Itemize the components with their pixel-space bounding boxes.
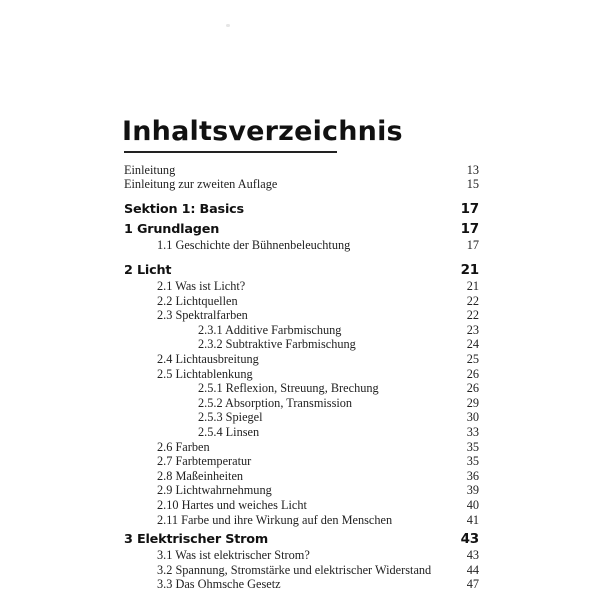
- toc-entry[interactable]: [124, 279, 479, 293]
- toc-heading-page: 17: [460, 201, 479, 217]
- toc-entry-page: 39: [466, 483, 479, 498]
- toc-entry-page: 35: [466, 454, 479, 469]
- toc-entry[interactable]: [124, 548, 479, 562]
- toc-entry-label: 2.6 Farben: [157, 439, 210, 454]
- toc-entry-page: 30: [466, 410, 479, 425]
- toc-entry[interactable]: [124, 498, 479, 512]
- toc-entry-page: 36: [466, 468, 479, 483]
- toc-entry-page: 44: [466, 562, 479, 577]
- toc-entry-page: 40: [466, 498, 479, 512]
- toc-entry-label: 2.1 Was ist Licht?: [157, 279, 246, 293]
- toc-entry-label: 2.4 Lichtausbreitung: [157, 352, 259, 366]
- toc-entry[interactable]: [124, 177, 479, 191]
- toc-entry-label: 2.3.2 Subtraktive Farbmischung: [198, 337, 356, 352]
- toc-entry[interactable]: [124, 238, 479, 252]
- toc-entry[interactable]: [124, 440, 479, 454]
- toc-entry-page: 13: [466, 163, 479, 177]
- toc-entry-label: 2.5.1 Reflexion, Streuung, Brechung: [198, 381, 379, 396]
- toc-entry-label: 2.3 Spektralfarben: [157, 308, 248, 323]
- toc-entry-label: 2.5 Lichtablenkung: [157, 366, 253, 381]
- toc-entry[interactable]: [124, 483, 479, 497]
- toc-entry-page: 22: [466, 308, 479, 323]
- toc-entry-page: 24: [466, 337, 479, 352]
- toc-entry-page: 22: [466, 293, 479, 308]
- toc-entry[interactable]: [124, 352, 479, 366]
- toc-entry[interactable]: [124, 381, 479, 395]
- title-underline: [124, 151, 337, 153]
- scan-speck: [226, 24, 230, 27]
- toc-heading-label: 1 Grundlagen: [124, 222, 220, 237]
- toc-entry-page: 26: [466, 381, 479, 396]
- toc-heading-label: 3 Elektrischer Strom: [124, 532, 269, 547]
- toc-entry[interactable]: [124, 454, 479, 468]
- toc-entry-label: 2.3.1 Additive Farbmischung: [198, 322, 342, 337]
- toc-entry-label: 2.5.2 Absorption, Transmission: [198, 395, 353, 410]
- toc-entry-page: 29: [466, 395, 479, 410]
- toc-entry[interactable]: [124, 396, 479, 410]
- toc-heading-page: 17: [460, 221, 479, 237]
- toc-chapter-heading[interactable]: [124, 531, 479, 548]
- toc-entry-label: Einleitung zur zweiten Auflage: [124, 177, 278, 191]
- toc-entry-label: 2.5.3 Spiegel: [198, 410, 263, 425]
- toc-entry-label: 2.10 Hartes und weiches Licht: [157, 498, 307, 512]
- page-title: Inhaltsverzeichnis: [122, 116, 403, 147]
- toc-entry-page: 41: [466, 512, 479, 527]
- toc-entry-page: 15: [466, 177, 479, 191]
- toc-heading-page: 21: [460, 262, 479, 278]
- toc-entry[interactable]: [124, 323, 479, 337]
- toc-entry-page: 47: [466, 577, 479, 592]
- toc-entry-page: 43: [466, 548, 479, 562]
- toc-entry-label: 3.2 Spannung, Stromstärke und elektrischer Widerstand: [157, 562, 432, 577]
- toc-entry[interactable]: [124, 367, 479, 381]
- toc-entry-label: 2.2 Lichtquellen: [157, 293, 238, 308]
- toc-entry-page: 33: [466, 425, 479, 439]
- toc-heading-label: 2 Licht: [124, 263, 172, 278]
- toc-chapter-heading[interactable]: [124, 221, 479, 238]
- toc-heading-label: Sektion 1: Basics: [124, 202, 244, 217]
- toc-entry-label: 2.5.4 Linsen: [198, 425, 260, 439]
- toc-chapter-heading[interactable]: [124, 262, 479, 279]
- toc-entry-label: 2.11 Farbe und ihre Wirkung auf den Menschen: [157, 512, 393, 527]
- toc-entry-page: 21: [466, 279, 479, 293]
- toc-entry-label: 2.8 Maßeinheiten: [157, 468, 244, 483]
- toc-entry-page: 25: [466, 352, 479, 366]
- toc-entry-label: 2.9 Lichtwahrnehmung: [157, 483, 272, 498]
- toc-entry-page: 23: [466, 322, 479, 337]
- toc-entry[interactable]: [124, 577, 479, 591]
- toc-entry[interactable]: [124, 410, 479, 424]
- toc-entry-page: 35: [466, 439, 479, 454]
- toc-entry[interactable]: [124, 163, 479, 177]
- toc-entry-page: 26: [466, 366, 479, 381]
- toc-entry[interactable]: [124, 337, 479, 351]
- toc-entry[interactable]: [124, 513, 479, 527]
- toc-entry-label: Einleitung: [124, 163, 176, 177]
- toc-entry[interactable]: [124, 308, 479, 322]
- toc-entry[interactable]: [124, 294, 479, 308]
- toc-entry[interactable]: [124, 469, 479, 483]
- toc-entry-label: 1.1 Geschichte der Bühnenbeleuchtung: [157, 238, 351, 252]
- toc-entry[interactable]: [124, 563, 479, 577]
- toc-entry-page: 17: [466, 238, 479, 252]
- toc-entry-label: 3.3 Das Ohmsche Gesetz: [157, 577, 281, 592]
- toc-entry-label: 3.1 Was ist elektrischer Strom?: [157, 548, 310, 562]
- toc-entry[interactable]: [124, 425, 479, 439]
- toc-heading-page: 43: [460, 531, 479, 547]
- toc-section-heading[interactable]: [124, 201, 479, 218]
- toc-entry-label: 2.7 Farbtemperatur: [157, 454, 252, 469]
